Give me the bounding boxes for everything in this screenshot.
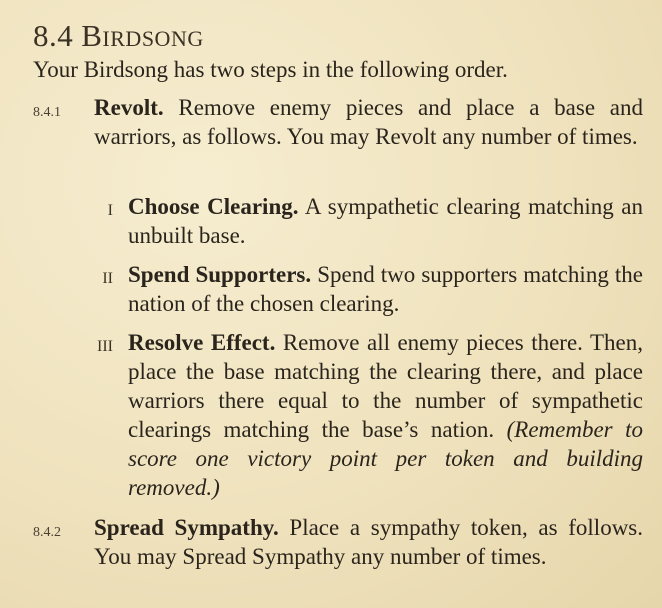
- rule-body: [94, 513, 643, 571]
- step-text: A sympathetic clearing matching an unbuilt base.: [128, 194, 643, 248]
- rule-spread-sympathy: [33, 513, 643, 571]
- rule-text: Remove enemy pieces and place a base and warriors, as follows. You may Revolt any number of times.: [94, 95, 644, 149]
- step-body: [128, 328, 643, 502]
- step-spend-supporters: [33, 260, 643, 318]
- step-text: Remove all enemy pieces there. Then, place the base matching the clearing there, and place warriors there equal to the number of sympathetic clearings matching the base’s nation.: [128, 330, 644, 442]
- step-choose-clearing: [33, 192, 643, 250]
- step-resolve-effect: [33, 328, 643, 502]
- rule-number: 8.4.1: [33, 105, 61, 120]
- rule-text: Place a sympathy token, as follows. You may Spread Sympathy any number of times.: [94, 515, 644, 569]
- section-heading: [33, 16, 204, 56]
- section-intro: Your Birdsong has two steps in the following order.: [33, 57, 508, 82]
- rule-revolt: [33, 93, 643, 151]
- rule-body: [94, 93, 643, 151]
- step-numeral: III: [97, 338, 113, 355]
- step-heading: Resolve Effect.: [128, 330, 276, 355]
- rule-number: 8.4.2: [33, 525, 61, 540]
- section-number: 8.4: [33, 18, 74, 53]
- step-text: Spend two supporters matching the nation of the chosen clearing.: [128, 262, 643, 316]
- step-body: [128, 260, 643, 318]
- step-heading: Spend Supporters.: [128, 262, 312, 287]
- step-numeral: II: [102, 270, 113, 287]
- rule-heading: Spread Sympathy.: [94, 515, 279, 540]
- rule-heading: Revolt.: [94, 95, 164, 120]
- step-heading: Choose Clearing.: [128, 194, 299, 219]
- step-numeral: I: [107, 202, 113, 219]
- section-title: Birdsong: [81, 18, 204, 53]
- step-body: [128, 192, 643, 250]
- step-note: (Remember to score one victory point per token and building removed.): [128, 417, 643, 500]
